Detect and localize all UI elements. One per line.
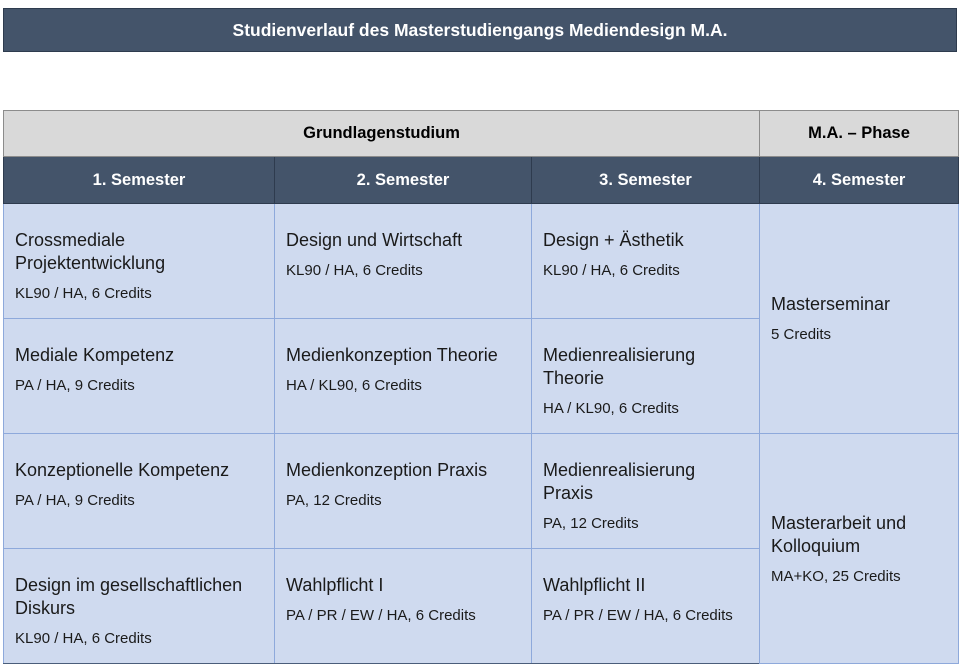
module-info: PA / HA, 9 Credits (15, 492, 135, 509)
module-name: Masterarbeit und Kolloquium (771, 512, 907, 556)
module-name: Medienkonzeption Praxis (286, 460, 488, 480)
module-info: PA / HA, 9 Credits (15, 377, 135, 394)
module-cell (4, 434, 275, 549)
semester-header-4: 4. Semester (760, 157, 959, 204)
table-row (4, 434, 959, 549)
module-name: Wahlpflicht II (543, 575, 646, 595)
module-cell-masterseminar (760, 204, 959, 434)
module-cell (275, 434, 532, 549)
module-info: PA, 12 Credits (543, 515, 639, 532)
page-title: Studienverlauf des Masterstudiengangs Mediendesign M.A. (3, 8, 957, 52)
phase-header-ma: M.A. – Phase (760, 111, 959, 157)
module-info: KL90 / HA, 6 Credits (543, 262, 680, 279)
module-info: KL90 / HA, 6 Credits (15, 630, 152, 647)
module-info: 5 Credits (771, 326, 832, 343)
module-cell (275, 549, 532, 664)
semester-header-3: 3. Semester (532, 157, 760, 204)
module-name: Design und Wirtschaft (286, 230, 463, 250)
module-cell (4, 204, 275, 319)
module-name: Mediale Kompetenz (15, 345, 175, 365)
module-name: Medienkonzeption Theorie (286, 345, 498, 365)
module-name: Crossmediale Projektentwicklung (15, 230, 166, 273)
module-info: KL90 / HA, 6 Credits (286, 262, 423, 279)
module-info: HA / KL90, 6 Credits (543, 400, 679, 417)
module-cell (275, 319, 532, 434)
module-cell (532, 434, 760, 549)
phase-header-grundlagen: Grundlagenstudium (4, 111, 760, 157)
module-name: Konzeptionelle Kompetenz (15, 460, 230, 480)
module-cell-masterarbeit (760, 434, 959, 664)
module-info: MA+KO, 25 Credits (771, 567, 901, 585)
module-name: Design + Ästhetik (543, 230, 684, 250)
module-name: Masterseminar (771, 294, 891, 314)
module-info: PA / PR / EW / HA, 6 Credits (286, 607, 476, 624)
module-cell (4, 319, 275, 434)
module-info: HA / KL90, 6 Credits (286, 377, 422, 394)
semester-header-2: 2. Semester (275, 157, 532, 204)
module-cell (275, 204, 532, 319)
module-info: PA / PR / EW / HA, 6 Credits (543, 607, 733, 624)
module-info: PA, 12 Credits (286, 492, 382, 509)
module-cell (532, 549, 760, 664)
module-cell (532, 204, 760, 319)
module-cell (4, 549, 275, 664)
semester-header-1: 1. Semester (4, 157, 275, 204)
table-row (4, 204, 959, 319)
module-name: Design im gesellschaftlichen Diskurs (15, 575, 243, 618)
module-info: KL90 / HA, 6 Credits (15, 285, 152, 302)
module-name: Medienrealisierung Praxis (543, 460, 696, 503)
module-name: Medienrealisierung Theorie (543, 345, 696, 388)
module-name: Wahlpflicht I (286, 575, 384, 595)
study-plan-table (3, 110, 959, 664)
module-cell (532, 319, 760, 434)
